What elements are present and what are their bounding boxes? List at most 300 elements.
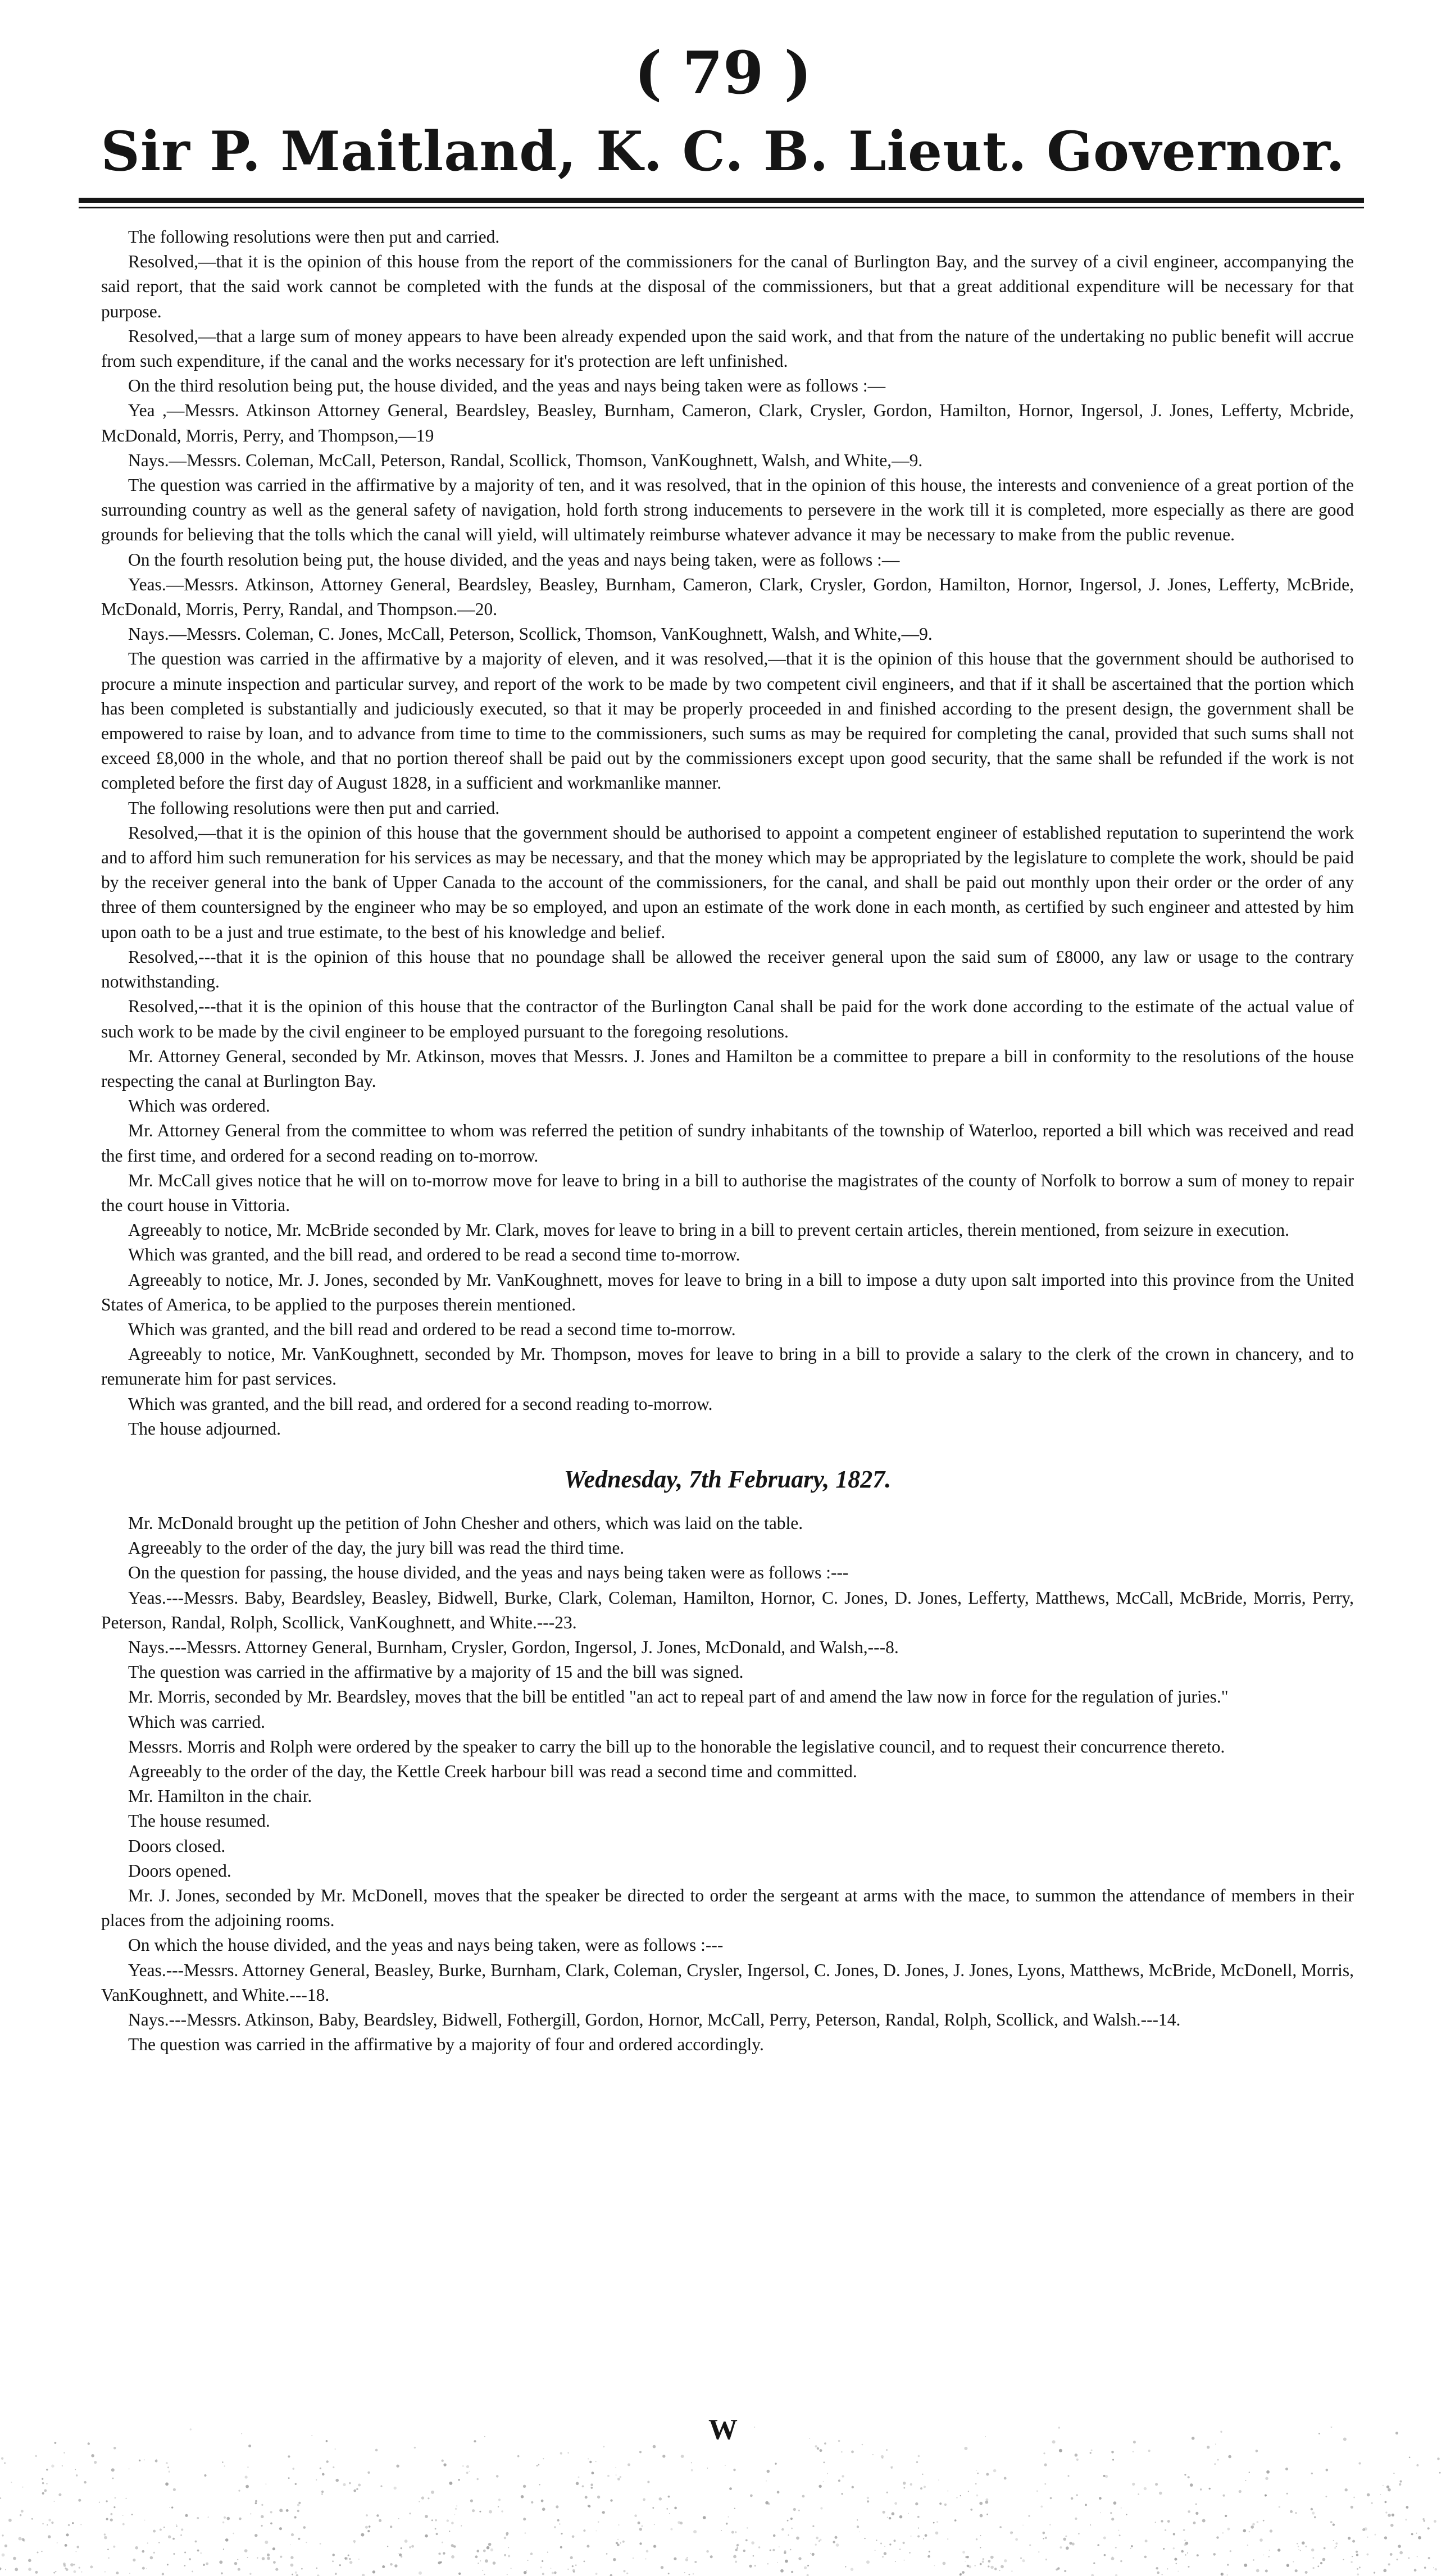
- paragraph: Mr. Hamilton in the chair.: [128, 1786, 312, 1806]
- speckle-dot: [353, 2540, 356, 2543]
- speckle-dot: [1105, 2475, 1108, 2478]
- speckle-dot: [1119, 2534, 1121, 2536]
- speckle-dot: [1253, 2559, 1254, 2561]
- paragraph: Mr. McDonald brought up the petition of John Chesher and others, which was laid on the table.: [128, 1513, 803, 1533]
- speckle-dot: [659, 2497, 662, 2501]
- speckle-dot: [356, 2488, 358, 2490]
- speckle-dot: [980, 2563, 982, 2565]
- speckle-dot: [367, 2472, 370, 2474]
- speckle-dot: [42, 2478, 43, 2480]
- speckle-dot: [917, 2536, 920, 2538]
- speckle-dot: [51, 2465, 54, 2468]
- speckle-dot: [163, 2527, 165, 2528]
- speckle-dot: [523, 2518, 526, 2520]
- speckle-dot: [440, 2561, 442, 2564]
- speckle-dot: [817, 2447, 819, 2450]
- speckle-dot: [1222, 2495, 1225, 2497]
- speckle-dot: [184, 2565, 186, 2566]
- speckle-dot: [88, 2442, 90, 2445]
- speckle-dot: [1133, 2451, 1134, 2452]
- speckle-dot: [1428, 2557, 1430, 2559]
- speckle-dot: [129, 2469, 130, 2470]
- speckle-dot: [1131, 2545, 1133, 2547]
- speckle-dot: [669, 2513, 670, 2514]
- speckle-dot: [634, 2514, 637, 2517]
- speckle-dot: [539, 2484, 540, 2485]
- speckle-dot: [311, 2435, 312, 2436]
- speckle-dot: [470, 2500, 473, 2502]
- speckle-dot: [1004, 2559, 1007, 2562]
- speckle-dot: [753, 2555, 754, 2557]
- speckle-dot: [288, 2455, 290, 2457]
- speckle-dot: [176, 2525, 178, 2527]
- speckle-dot: [222, 2461, 223, 2463]
- speckle-dot: [1424, 2566, 1426, 2569]
- speckle-dot: [788, 2534, 789, 2536]
- speckle-dot: [638, 2522, 640, 2524]
- speckle-dot: [11, 2482, 12, 2483]
- speckle-dot: [538, 2464, 540, 2466]
- speckle-dot: [180, 2534, 182, 2536]
- speckle-dot: [1439, 2472, 1441, 2474]
- speckle-dot: [1326, 2469, 1329, 2472]
- speckle-dot: [725, 2465, 726, 2466]
- speckle-dot: [554, 2526, 556, 2528]
- speckle-dot: [349, 2482, 351, 2484]
- speckle-dot: [872, 2454, 874, 2455]
- speckle-dot: [414, 2447, 416, 2448]
- speckle-dot: [362, 2574, 365, 2576]
- speckle-dot: [267, 2557, 270, 2560]
- speckle-dot: [908, 2513, 909, 2514]
- speckle-dot: [1268, 2556, 1270, 2557]
- speckle-dot: [76, 2474, 78, 2477]
- speckle-dot: [639, 2542, 642, 2545]
- speckle-dot: [968, 2491, 969, 2492]
- speckle-dot: [455, 2508, 457, 2510]
- speckle-dot: [1324, 2547, 1326, 2550]
- speckle-dot: [46, 2469, 48, 2470]
- speckle-dot: [1350, 2506, 1353, 2509]
- speckle-dot: [1290, 2510, 1293, 2513]
- speckle-dot: [1422, 2518, 1424, 2520]
- speckle-dot: [380, 2486, 382, 2487]
- speckle-dot: [785, 2560, 788, 2563]
- speckle-dot: [653, 2545, 656, 2547]
- speckle-dot: [647, 2481, 649, 2483]
- speckle-dot: [552, 2572, 554, 2574]
- speckle-dot: [904, 2560, 905, 2561]
- speckle-dot: [1050, 2497, 1052, 2500]
- speckle-dot: [439, 2552, 441, 2555]
- speckle-dot: [815, 2544, 817, 2546]
- speckle-dot: [382, 2565, 385, 2568]
- speckle-dot: [965, 2561, 966, 2562]
- speckle-dot: [918, 2455, 920, 2457]
- speckle-dot: [980, 2547, 981, 2548]
- speckle-dot: [1156, 2567, 1158, 2569]
- speckle-dot: [824, 2442, 826, 2445]
- speckle-dot: [1362, 2528, 1365, 2531]
- speckle-dot: [766, 2481, 767, 2482]
- speckle-dot: [293, 2468, 295, 2470]
- speckle-dot: [1313, 2557, 1315, 2559]
- speckle-dot: [451, 2522, 454, 2525]
- speckle-dot: [461, 2525, 462, 2527]
- speckle-dot: [1165, 2529, 1166, 2531]
- speckle-dot: [421, 2496, 424, 2499]
- speckle-dot: [1065, 2536, 1067, 2537]
- speckle-dot: [620, 2476, 621, 2478]
- speckle-dot: [142, 2567, 145, 2570]
- speckle-dot: [2, 2554, 5, 2557]
- speckle-dot: [241, 2433, 242, 2434]
- speckle-dot: [570, 2556, 573, 2559]
- speckle-dot: [750, 2495, 753, 2497]
- paper-speckle: [0, 2427, 1446, 2576]
- speckle-dot: [272, 2547, 275, 2550]
- speckle-dot: [144, 2459, 145, 2460]
- paragraph: The question was carried in the affirmative by a majority of eleven, and it was resolved,—that it is the opinion of this house that the government should be authorised to procure a minute inspection and particular survey, and report of the work to be made by two competent civil engineers, and that if it shall be ascertained that the portion which has been completed is substantially and judiciously executed, so that it may be properly proceeded in and finished according to the present design, the government shall be empowered to raise by loan, and to advance from time to time to the commissioners, such sums as may be required for completing the canal, provided that such sums shall not exceed £8,000 in the whole, and that no portion thereof shall be paid out by the commissioners except upon good security, that the same shall be refunded if the work is not completed before the first day of August 1828, in a sufficient and workmanlike manner.: [101, 649, 1354, 793]
- speckle-dot: [1352, 2540, 1355, 2543]
- speckle-dot: [1230, 2550, 1231, 2552]
- speckle-dot: [960, 2495, 961, 2496]
- speckle-dot: [543, 2458, 544, 2459]
- speckle-dot: [957, 2497, 958, 2498]
- speckle-dot: [623, 2570, 625, 2572]
- speckle-dot: [1437, 2457, 1440, 2460]
- speckle-dot: [1318, 2433, 1320, 2434]
- speckle-dot: [466, 2472, 469, 2474]
- speckle-dot: [1090, 2524, 1091, 2525]
- speckle-dot: [1333, 2540, 1334, 2541]
- speckle-dot: [225, 2538, 229, 2542]
- speckle-dot: [288, 2477, 290, 2479]
- speckle-dot: [758, 2546, 760, 2548]
- speckle-dot: [983, 2558, 985, 2560]
- speckle-dot: [851, 2568, 853, 2571]
- speckle-dot: [81, 2572, 82, 2573]
- speckle-dot: [1097, 2544, 1099, 2546]
- speckle-dot: [1111, 2451, 1114, 2454]
- speckle-dot: [994, 2568, 997, 2570]
- paragraph: The following resolutions were then put and carried.: [128, 798, 500, 818]
- speckle-dot: [1411, 2533, 1413, 2536]
- speckle-dot: [247, 2557, 248, 2558]
- speckle-dot: [980, 2535, 981, 2536]
- speckle-dot: [833, 2541, 835, 2543]
- speckle-dot: [968, 2565, 971, 2568]
- speckle-dot: [1263, 2520, 1265, 2522]
- speckle-dot: [936, 2521, 938, 2523]
- speckle-dot: [1220, 2431, 1222, 2433]
- speckle-dot: [31, 2518, 33, 2520]
- speckle-dot: [568, 2452, 569, 2454]
- speckle-dot: [596, 2531, 597, 2532]
- speckle-dot: [824, 2461, 825, 2463]
- speckle-dot: [335, 2448, 336, 2450]
- paragraph: Yeas.---Messrs. Attorney General, Beasley, Burke, Burnham, Clark, Coleman, Crysler, Ingersol, C. Jones, D. Jones, J. Jones, Lyons, Matthews, McBride, McDonell, Morris, VanKoughnett, and White.---18.: [101, 1960, 1354, 2005]
- speckle-dot: [559, 2523, 560, 2524]
- speckle-dot: [146, 2568, 147, 2569]
- speckle-dot: [1052, 2440, 1056, 2443]
- speckle-dot: [1064, 2570, 1066, 2572]
- speckle-dot: [1173, 2533, 1175, 2535]
- speckle-dot: [925, 2534, 927, 2537]
- speckle-dot: [233, 2533, 234, 2534]
- speckle-dot: [882, 2457, 884, 2459]
- paragraph: Agreeably to the order of the day, the Kettle Creek harbour bill was read a second time and committed.: [128, 1761, 857, 1781]
- speckle-dot: [999, 2570, 1000, 2571]
- speckle-dot: [947, 2538, 948, 2539]
- speckle-dot: [668, 2573, 670, 2574]
- speckle-dot: [254, 2534, 257, 2537]
- speckle-dot: [0, 2568, 2, 2570]
- speckle-dot: [498, 2506, 499, 2507]
- paragraph: Doors opened.: [128, 1860, 231, 1881]
- speckle-dot: [620, 2542, 621, 2543]
- speckle-dot: [729, 2487, 732, 2490]
- speckle-dot: [1068, 2475, 1070, 2477]
- speckle-dot: [980, 2514, 983, 2518]
- speckle-dot: [886, 2449, 888, 2451]
- speckle-dot: [484, 2436, 485, 2437]
- speckle-dot: [480, 2560, 481, 2561]
- speckle-dot: [1409, 2457, 1411, 2459]
- speckle-dot: [595, 2461, 597, 2462]
- speckle-dot: [1216, 2536, 1218, 2538]
- running-head: Sir P. Maitland, K. C. B. Lieut. Governor.: [101, 120, 1345, 183]
- speckle-dot: [899, 2515, 903, 2519]
- speckle-dot: [791, 2571, 793, 2573]
- speckle-dot: [938, 2479, 939, 2481]
- speckle-dot: [1326, 2496, 1327, 2497]
- speckle-dot: [267, 2554, 270, 2556]
- speckle-dot: [1078, 2533, 1079, 2534]
- speckle-dot: [112, 2478, 114, 2479]
- speckle-dot: [1227, 2528, 1230, 2531]
- speckle-dot: [706, 2550, 709, 2553]
- speckle-dot: [55, 2571, 56, 2572]
- speckle-dot: [1239, 2490, 1242, 2493]
- speckle-dot: [976, 2470, 977, 2471]
- speckle-dot: [1130, 2548, 1131, 2549]
- speckle-dot: [227, 2517, 230, 2520]
- speckle-dot: [15, 2568, 18, 2571]
- speckle-dot: [394, 2487, 397, 2489]
- speckle-dot: [880, 2543, 882, 2545]
- speckle-dot: [1209, 2488, 1211, 2489]
- speckle-dot: [1076, 2459, 1079, 2461]
- speckle-dot: [372, 2570, 375, 2573]
- speckle-dot: [1227, 2564, 1229, 2566]
- speckle-dot: [321, 2493, 323, 2495]
- speckle-dot: [1433, 2568, 1434, 2569]
- speckle-dot: [219, 2560, 222, 2564]
- speckle-dot: [1103, 2475, 1106, 2477]
- speckle-dot: [787, 2520, 789, 2522]
- speckle-dot: [1197, 2554, 1199, 2556]
- speckle-dot: [754, 2565, 756, 2566]
- speckle-dot: [1133, 2441, 1136, 2443]
- speckle-dot: [808, 2565, 809, 2566]
- speckle-dot: [478, 2563, 479, 2564]
- speckle-dot: [988, 2560, 991, 2563]
- speckle-dot: [1163, 2548, 1165, 2550]
- speckle-dot: [65, 2544, 67, 2547]
- speckle-dot: [606, 2553, 608, 2555]
- speckle-dot: [1293, 2561, 1294, 2563]
- speckle-dot: [1435, 2568, 1437, 2570]
- speckle-dot: [1265, 2477, 1268, 2480]
- speckle-dot: [320, 2543, 321, 2545]
- speckle-dot: [126, 2498, 127, 2499]
- speckle-dot: [707, 2468, 708, 2469]
- speckle-dot: [603, 2446, 605, 2447]
- paragraph: The question was carried in the affirmative by a majority of four and ordered accordingly.: [128, 2035, 764, 2055]
- speckle-dot: [1076, 2495, 1078, 2496]
- speckle-dot: [749, 2565, 752, 2568]
- speckle-dot: [449, 2531, 450, 2532]
- speckle-dot: [775, 2463, 776, 2464]
- speckle-dot: [867, 2500, 869, 2502]
- speckle-dot: [425, 2515, 428, 2518]
- speckle-dot: [344, 2557, 347, 2560]
- speckle-dot: [1388, 2563, 1390, 2565]
- speckle-dot: [110, 2519, 113, 2522]
- speckle-dot: [1036, 2490, 1038, 2492]
- speckle-dot: [1100, 2513, 1101, 2514]
- speckle-dot: [962, 2551, 965, 2554]
- speckle-dot: [1120, 2560, 1122, 2562]
- speckle-dot: [1331, 2427, 1333, 2428]
- speckle-dot: [927, 2555, 930, 2558]
- speckle-dot: [1392, 2514, 1394, 2516]
- speckle-dot: [411, 2545, 414, 2548]
- speckle-dot: [643, 2498, 645, 2501]
- speckle-dot: [1103, 2537, 1106, 2539]
- speckle-dot: [1144, 2556, 1147, 2559]
- speckle-dot: [573, 2570, 575, 2573]
- speckle-dot: [615, 2467, 616, 2468]
- speckle-dot: [1022, 2525, 1024, 2526]
- speckle-dot: [866, 2560, 870, 2564]
- speckle-dot: [1099, 2497, 1102, 2500]
- speckle-dot: [1367, 2493, 1370, 2497]
- speckle-dot: [1167, 2568, 1168, 2569]
- speckle-dot: [827, 2473, 828, 2474]
- speckle-dot: [784, 2550, 786, 2552]
- speckle-dot: [306, 2542, 307, 2543]
- speckle-dot: [1217, 2459, 1219, 2461]
- speckle-dot: [297, 2510, 299, 2512]
- speckle-dot: [1011, 2570, 1012, 2572]
- speckle-dot: [583, 2529, 585, 2532]
- speckle-dot: [851, 2451, 854, 2454]
- speckle-dot: [542, 2560, 543, 2562]
- speckle-dot: [443, 2463, 446, 2466]
- speckle-dot: [1311, 2508, 1313, 2510]
- speckle-dot: [1104, 2554, 1106, 2556]
- speckle-dot: [1126, 2514, 1127, 2515]
- speckle-dot: [1277, 2548, 1280, 2551]
- speckle-dot: [279, 2527, 282, 2530]
- speckle-dot: [298, 2538, 300, 2540]
- speckle-dot: [474, 2440, 476, 2442]
- speckle-dot: [812, 2525, 814, 2527]
- speckle-dot: [1406, 2506, 1409, 2509]
- speckle-dot: [79, 2567, 80, 2569]
- speckle-dot: [627, 2463, 630, 2466]
- speckle-dot: [1348, 2537, 1350, 2539]
- speckle-dot: [597, 2496, 600, 2498]
- speckle-dot: [1227, 2574, 1228, 2575]
- speckle-dot: [796, 2537, 799, 2540]
- speckle-dot: [737, 2544, 739, 2546]
- speckle-dot: [838, 2479, 840, 2482]
- speckle-dot: [1343, 2559, 1344, 2560]
- speckle-dot: [1397, 2559, 1398, 2560]
- speckle-dot: [582, 2486, 584, 2488]
- speckle-dot: [208, 2516, 209, 2518]
- paragraph: Resolved,---that it is the opinion of this house that no poundage shall be allowed the receiver general upon the said sum of £8000, any law or usage to the contrary notwithstanding.: [101, 946, 1354, 992]
- speckle-dot: [223, 2548, 224, 2550]
- speckle-dot: [316, 2479, 317, 2481]
- speckle-dot: [975, 2483, 977, 2485]
- speckle-dot: [588, 2458, 589, 2459]
- speckle-dot: [458, 2573, 461, 2575]
- speckle-dot: [617, 2478, 620, 2481]
- speckle-dot: [349, 2561, 352, 2564]
- speckle-dot: [316, 2568, 317, 2569]
- speckle-dot: [1043, 2532, 1045, 2534]
- speckle-dot: [249, 2573, 251, 2575]
- speckle-dot: [1188, 2476, 1190, 2478]
- speckle-dot: [735, 2531, 736, 2533]
- speckle-dot: [493, 2561, 496, 2565]
- speckle-dot: [918, 2528, 919, 2529]
- speckle-dot: [1395, 2432, 1398, 2434]
- speckle-dot: [710, 2555, 713, 2558]
- speckle-dot: [680, 2522, 683, 2524]
- speckle-dot: [979, 2502, 983, 2505]
- paragraph: Nays.---Messrs. Attorney General, Burnham, Crysler, Gordon, Ingersol, J. Jones, McDonald, and Walsh,---8.: [128, 1637, 899, 1657]
- speckle-dot: [375, 2449, 378, 2452]
- speckle-dot: [390, 2563, 393, 2566]
- speckle-dot: [1345, 2488, 1348, 2491]
- speckle-dot: [816, 2537, 819, 2539]
- speckle-dot: [835, 2536, 838, 2539]
- speckle-dot: [857, 2519, 858, 2520]
- speckle-dot: [1383, 2485, 1384, 2486]
- speckle-dot: [245, 2475, 248, 2478]
- speckle-dot: [617, 2539, 619, 2540]
- speckle-dot: [639, 2451, 642, 2453]
- speckle-dot: [547, 2552, 548, 2553]
- speckle-dot: [63, 2564, 66, 2566]
- speckle-dot: [1155, 2522, 1156, 2523]
- speckle-dot: [84, 2481, 87, 2484]
- speckle-dot: [0, 2497, 1, 2499]
- speckle-dot: [365, 2526, 368, 2529]
- speckle-dot: [248, 2445, 251, 2447]
- speckle-dot: [691, 2469, 693, 2472]
- speckle-dot: [781, 2528, 784, 2531]
- speckle-dot: [1115, 2574, 1117, 2576]
- speckle-dot: [743, 2550, 745, 2552]
- speckle-dot: [122, 2515, 124, 2516]
- speckle-dot: [1263, 2555, 1264, 2556]
